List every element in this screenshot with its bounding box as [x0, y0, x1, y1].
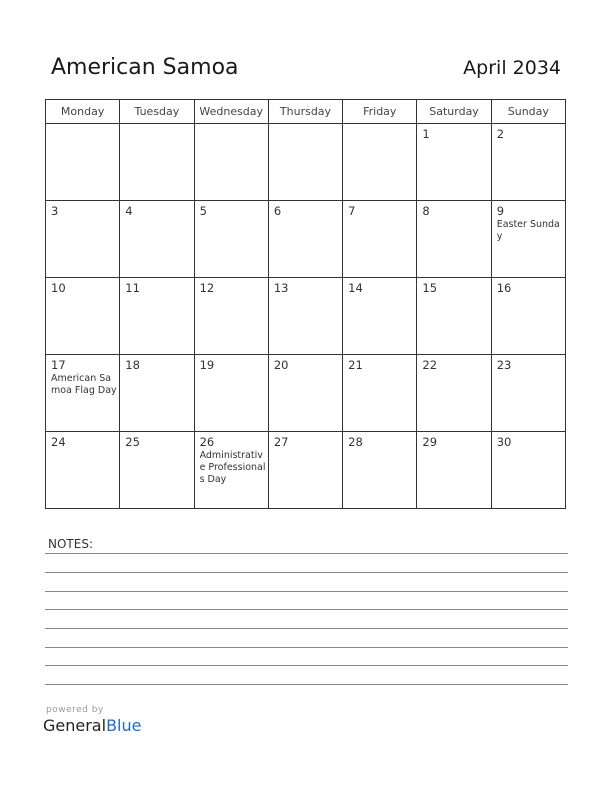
month-label: April 2034 — [463, 57, 561, 79]
day-cell — [343, 124, 417, 201]
day-number: 3 — [51, 204, 59, 218]
day-number: 8 — [422, 204, 430, 218]
day-cell — [491, 355, 565, 432]
day-number: 13 — [273, 281, 289, 295]
day-cell — [120, 355, 194, 432]
day-cell — [417, 201, 491, 278]
note-line — [45, 572, 568, 573]
day-number — [120, 124, 193, 127]
calendar-title: American Samoa — [51, 55, 239, 80]
weekday-header: Tuesday — [120, 100, 194, 124]
day-number: 7 — [348, 204, 356, 218]
day-cell — [46, 278, 120, 355]
day-cell — [343, 278, 417, 355]
weekday-header: Friday — [343, 100, 417, 124]
day-number: 29 — [422, 435, 438, 449]
week-row — [46, 432, 566, 509]
notes-label: NOTES: — [48, 537, 93, 551]
day-number: 5 — [199, 204, 207, 218]
week-row — [46, 201, 566, 278]
day-cell — [194, 432, 268, 509]
holiday-label: Easter Sunday — [496, 219, 560, 242]
day-number: 14 — [348, 281, 363, 295]
day-number: 6 — [273, 204, 282, 218]
day-number: 11 — [125, 281, 140, 295]
day-number: 27 — [273, 435, 289, 449]
day-number: 15 — [422, 281, 438, 295]
note-line — [45, 665, 568, 666]
day-cell — [46, 432, 120, 509]
week-row — [46, 278, 566, 355]
note-line — [45, 684, 568, 685]
week-row — [46, 124, 566, 201]
day-cell — [46, 355, 120, 432]
day-cell — [120, 432, 194, 509]
powered-by-text: powered by — [46, 705, 104, 715]
day-cell — [491, 201, 565, 278]
day-number: 20 — [273, 358, 289, 372]
day-number — [195, 124, 268, 127]
day-number: 12 — [199, 281, 215, 295]
week-row — [46, 355, 566, 432]
weekday-header: Thursday — [268, 100, 342, 124]
day-cell — [491, 278, 565, 355]
day-cell — [46, 124, 120, 201]
holiday-label: American Samoa Flag Day — [51, 373, 117, 396]
note-line — [45, 609, 568, 610]
weekday-header: Saturday — [417, 100, 491, 124]
day-number: 19 — [199, 358, 215, 372]
day-cell — [343, 355, 417, 432]
calendar-grid — [45, 99, 566, 509]
day-number: 21 — [348, 358, 363, 372]
day-cell — [194, 201, 268, 278]
day-cell — [417, 355, 491, 432]
day-number: 28 — [348, 435, 363, 449]
day-cell — [120, 201, 194, 278]
day-cell — [343, 201, 417, 278]
day-number: 18 — [125, 358, 140, 372]
day-cell — [417, 124, 491, 201]
day-number — [269, 124, 342, 127]
day-number: 4 — [125, 204, 133, 218]
weekday-header-row — [46, 100, 566, 124]
note-line — [45, 628, 568, 629]
day-cell — [120, 124, 194, 201]
note-line — [45, 553, 568, 554]
day-number: 25 — [125, 435, 140, 449]
generalblue-logo — [43, 716, 141, 735]
day-number — [46, 124, 119, 127]
day-number: 1 — [422, 127, 430, 141]
day-number: 22 — [422, 358, 438, 372]
weekday-header: Sunday — [491, 100, 565, 124]
day-number — [343, 124, 416, 127]
day-number: 23 — [496, 358, 512, 372]
note-line — [45, 591, 568, 592]
brand-general-text: General — [43, 716, 107, 735]
day-number: 30 — [496, 435, 512, 449]
day-cell — [194, 278, 268, 355]
day-number: 16 — [496, 281, 512, 295]
day-cell — [491, 432, 565, 509]
holiday-label: Administrative Professionals Day — [199, 450, 266, 485]
day-cell — [120, 278, 194, 355]
day-cell — [343, 432, 417, 509]
day-cell — [491, 124, 565, 201]
day-cell — [268, 201, 342, 278]
day-number: 2 — [496, 127, 505, 141]
day-cell — [268, 355, 342, 432]
note-line — [45, 647, 568, 648]
weekday-header: Monday — [46, 100, 120, 124]
day-number: 17 — [51, 358, 66, 372]
day-number: 24 — [51, 435, 66, 449]
day-number: 10 — [51, 281, 66, 295]
day-cell — [194, 124, 268, 201]
day-cell — [417, 278, 491, 355]
day-cell — [194, 355, 268, 432]
day-cell — [268, 278, 342, 355]
weekday-header: Wednesday — [194, 100, 268, 124]
day-cell — [268, 432, 342, 509]
day-cell — [417, 432, 491, 509]
day-cell — [46, 201, 120, 278]
day-number: 26 — [199, 435, 215, 449]
day-cell — [268, 124, 342, 201]
day-number: 9 — [496, 204, 505, 218]
brand-blue-text: Blue — [106, 716, 142, 735]
